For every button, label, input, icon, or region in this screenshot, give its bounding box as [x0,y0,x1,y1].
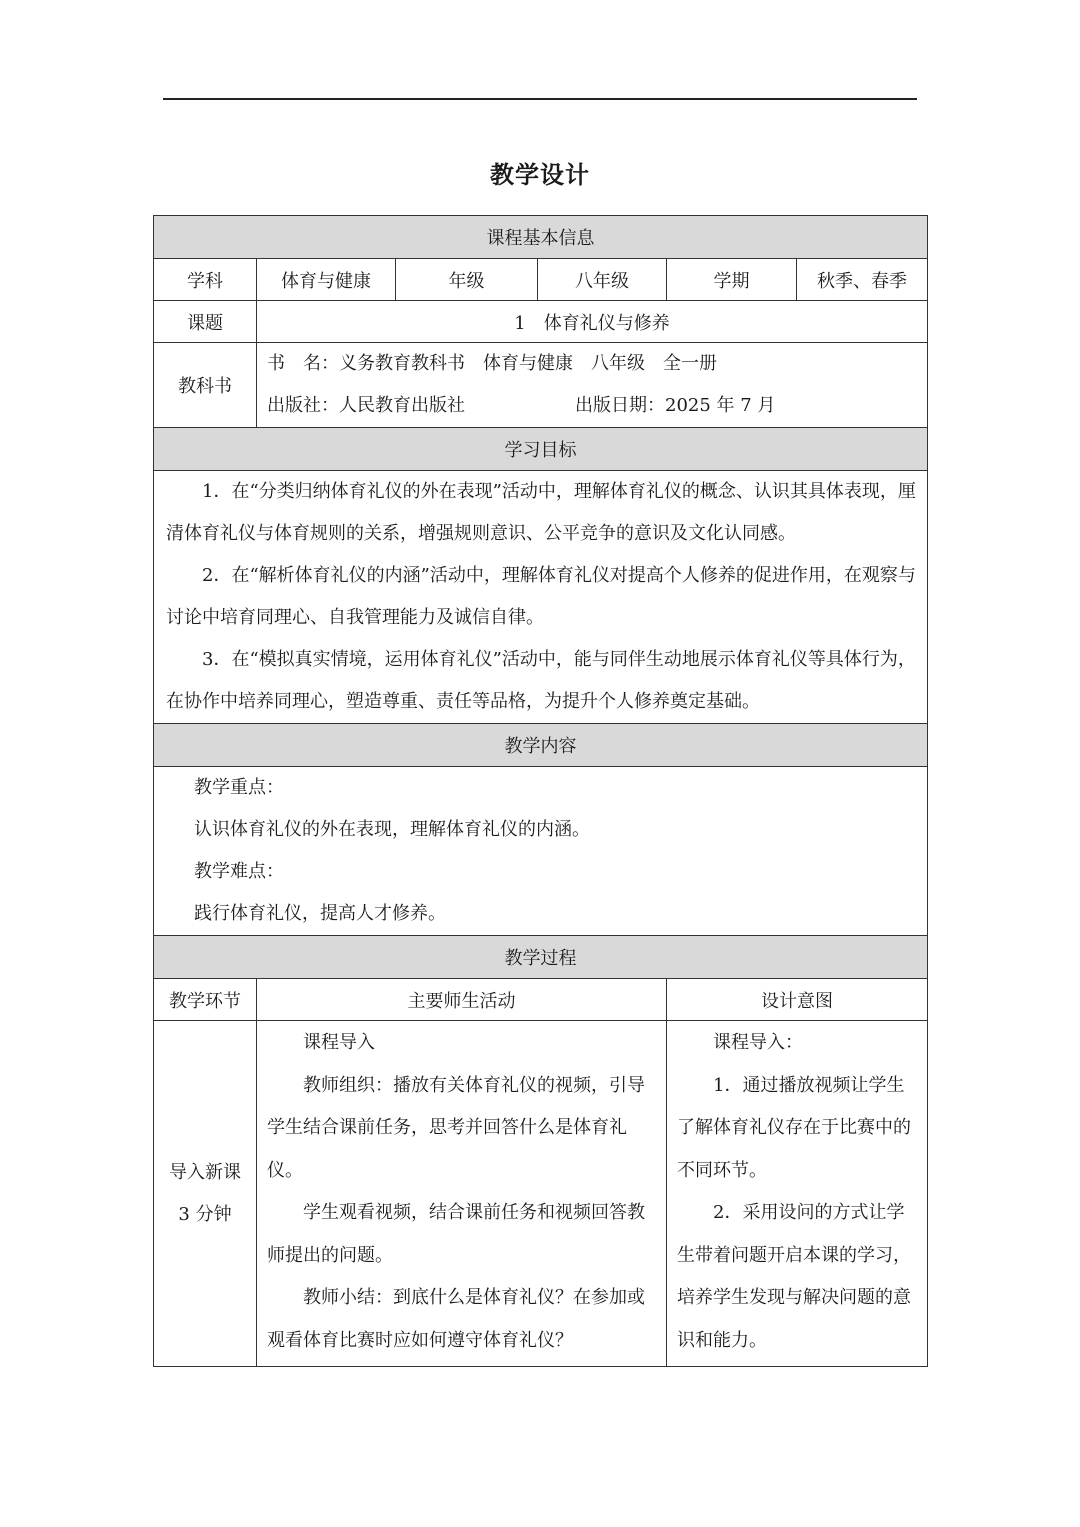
grade-value: 八年级 [538,259,667,301]
header-rule [163,98,917,100]
pub-date-label: 出版日期： [575,395,665,416]
objective-item: 1．在“分类归纳体育礼仪的外在表现”活动中，理解体育礼仪的概念、认识其具体表现，厘清体育礼仪与体育规则的关系，增强规则意识、公平竞争的意识及文化认同感。 [166,481,916,544]
topic-label: 课题 [154,301,257,343]
lesson-plan-table [153,215,928,1367]
activity-column-header: 主要师生活动 [257,979,667,1021]
activity-item: 课程导入 [303,1032,375,1053]
publisher: 人民教育出版社 [339,395,465,416]
textbook-info [257,343,928,428]
objective-item: 2．在“解析体育礼仪的内涵”活动中，理解体育礼仪对提高个人修养的促进作用，在观察与讨论中培育同理心、自我管理能力及诚信自律。 [166,565,916,628]
difficulty-label: 教学难点： [194,861,284,882]
key-point-text: 认识体育礼仪的外在表现，理解体育礼仪的内涵。 [194,819,590,840]
difficulty-text: 践行体育礼仪，提高人才修养。 [194,903,446,924]
term-value: 秋季、春季 [797,259,928,301]
objectives-header: 学习目标 [154,428,928,471]
intent-item: 课程导入： [713,1032,803,1053]
stage-cell [154,1021,257,1367]
intent-item: 2．采用设问的方式让学生带着问题开启本课的学习，培养学生发现与解决问题的意识和能力。 [677,1202,911,1351]
publisher-line [267,385,919,427]
topic-value: 1 体育礼仪与修养 [257,301,928,343]
book-name: 义务教育教科书 体育与健康 八年级 全一册 [339,353,717,374]
activity-item: 教师小结：到底什么是体育礼仪？在参加或观看体育比赛时应如何遵守体育礼仪？ [267,1287,645,1351]
activity-cell [257,1021,667,1367]
activity-item: 学生观看视频，结合课前任务和视频回答教师提出的问题。 [267,1202,645,1266]
stage-column-header: 教学环节 [154,979,257,1021]
basic-info-header: 课程基本信息 [154,216,928,259]
pub-date: 2025 年 7 月 [665,395,776,416]
objectives-body [154,471,928,724]
document-title: 教学设计 [490,160,590,189]
stage-time: 3 分钟 [178,1203,232,1225]
process-header: 教学过程 [154,936,928,979]
intent-column-header: 设计意图 [667,979,928,1021]
objective-item: 3．在“模拟真实情境，运用体育礼仪”活动中，能与同伴生动地展示体育礼仪等具体行为，在协作中培养同理心，塑造尊重、责任等品格，为提升个人修养奠定基础。 [166,649,916,712]
intent-cell [667,1021,928,1367]
activity-item: 教师组织：播放有关体育礼仪的视频，引导学生结合课前任务，思考并回答什么是体育礼仪。 [267,1074,645,1181]
key-point-label: 教学重点： [194,777,284,798]
book-name-label: 书 名： [267,353,339,374]
publisher-label: 出版社： [267,395,339,416]
stage-name: 导入新课 [169,1161,241,1183]
book-name-line [267,343,919,385]
intent-item: 1．通过播放视频让学生了解体育礼仪存在于比赛中的不同环节。 [677,1074,911,1181]
content-body [154,767,928,936]
term-label: 学期 [667,259,797,301]
content-header: 教学内容 [154,724,928,767]
subject-value: 体育与健康 [257,259,396,301]
grade-label: 年级 [396,259,538,301]
textbook-label: 教科书 [154,343,257,428]
subject-label: 学科 [154,259,257,301]
